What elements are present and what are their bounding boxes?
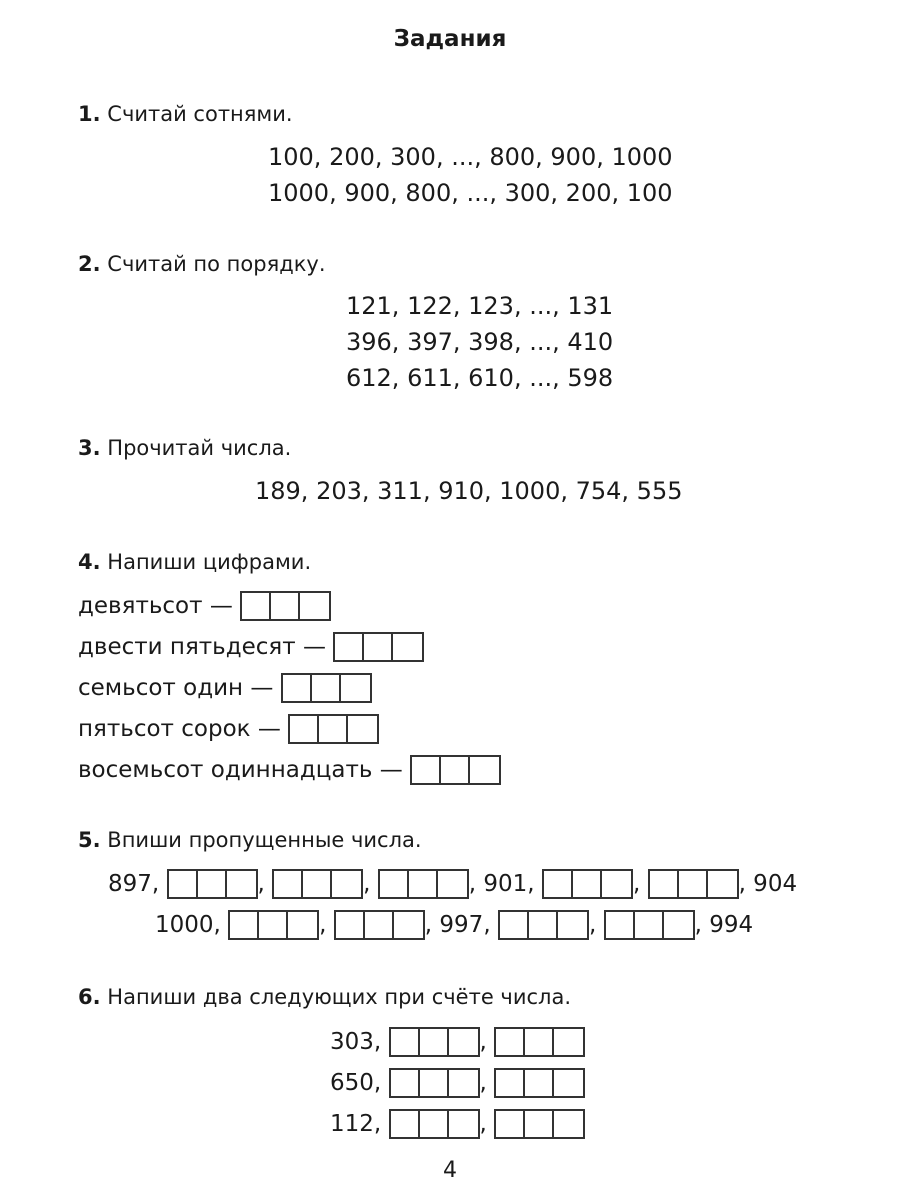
next-numbers-row xyxy=(330,1068,585,1098)
answer-boxes[interactable] xyxy=(494,1068,585,1098)
answer-boxes[interactable] xyxy=(389,1027,480,1057)
separator: , xyxy=(588,912,597,938)
task-6-heading xyxy=(78,985,571,1009)
answer-boxes[interactable] xyxy=(272,869,363,899)
number-text: 897, xyxy=(108,871,160,897)
answer-boxes[interactable] xyxy=(494,1109,585,1139)
word-to-digits-row xyxy=(78,755,501,785)
sequence-line: 396, 397, 398, ..., 410 xyxy=(346,328,614,356)
answer-boxes[interactable] xyxy=(494,1027,585,1057)
answer-boxes[interactable] xyxy=(542,869,633,899)
number-list: 189, 203, 311, 910, 1000, 754, 555 xyxy=(255,477,683,505)
separator: , xyxy=(632,871,641,897)
task-number: 3. xyxy=(78,436,101,460)
number-text: , 997, xyxy=(424,912,491,938)
number-word: двести пятьдесят — xyxy=(78,634,326,660)
separator: , xyxy=(257,871,265,897)
word-to-digits-row xyxy=(78,591,331,621)
task-4-heading xyxy=(78,550,311,574)
answer-boxes[interactable] xyxy=(498,910,589,940)
word-to-digits-row xyxy=(78,632,424,662)
number-text: , 901, xyxy=(468,871,535,897)
task-2-heading xyxy=(78,252,326,276)
answer-boxes[interactable] xyxy=(228,910,319,940)
separator: , xyxy=(479,1029,487,1055)
number-text: , 994 xyxy=(694,912,754,938)
number-word: девятьсот — xyxy=(78,593,233,619)
task-number: 6. xyxy=(78,985,101,1009)
task-text: Считай по порядку. xyxy=(107,252,326,276)
answer-boxes[interactable] xyxy=(378,869,469,899)
task-text: Впиши пропущенные числа. xyxy=(107,828,422,852)
answer-boxes[interactable] xyxy=(288,714,379,744)
sequence-line: 612, 611, 610, ..., 598 xyxy=(346,364,614,392)
separator: , xyxy=(479,1070,487,1096)
task-number: 4. xyxy=(78,550,101,574)
separator: , xyxy=(363,871,371,897)
answer-boxes[interactable] xyxy=(648,869,739,899)
answer-boxes[interactable] xyxy=(389,1068,480,1098)
number-word: восемьсот одиннадцать — xyxy=(78,757,403,783)
number-word: семьсот один — xyxy=(78,675,274,701)
answer-boxes[interactable] xyxy=(281,673,372,703)
answer-boxes[interactable] xyxy=(410,755,501,785)
page-number: 4 xyxy=(443,1158,457,1183)
answer-boxes[interactable] xyxy=(167,869,258,899)
task-text: Напиши два следующих при счёте числа. xyxy=(107,985,571,1009)
separator: , xyxy=(479,1111,487,1137)
answer-boxes[interactable] xyxy=(334,910,425,940)
next-numbers-row xyxy=(330,1109,585,1139)
task-5-heading xyxy=(78,828,422,852)
word-to-digits-row xyxy=(78,714,379,744)
word-to-digits-row xyxy=(78,673,372,703)
sequence-line: 121, 122, 123, ..., 131 xyxy=(346,292,614,320)
task-text: Считай сотнями. xyxy=(107,102,293,126)
task-number: 2. xyxy=(78,252,101,276)
next-numbers-row xyxy=(330,1027,585,1057)
answer-boxes[interactable] xyxy=(389,1109,480,1139)
task-number: 1. xyxy=(78,102,101,126)
sequence-line: 1000, 900, 800, ..., 300, 200, 100 xyxy=(268,179,673,207)
number-text: 112, xyxy=(330,1111,382,1137)
answer-boxes[interactable] xyxy=(240,591,331,621)
task-1-heading xyxy=(78,102,293,126)
number-text: 1000, xyxy=(155,912,221,938)
number-text: 303, xyxy=(330,1029,382,1055)
missing-numbers-row xyxy=(155,910,753,940)
separator: , xyxy=(319,912,327,938)
task-3-heading xyxy=(78,436,291,460)
answer-boxes[interactable] xyxy=(333,632,424,662)
task-number: 5. xyxy=(78,828,101,852)
page-title: Задания xyxy=(393,26,507,52)
number-text: 650, xyxy=(330,1070,382,1096)
task-text: Напиши цифрами. xyxy=(107,550,312,574)
number-word: пятьсот сорок — xyxy=(78,716,281,742)
number-text: , 904 xyxy=(738,871,798,897)
task-text: Прочитай числа. xyxy=(107,436,292,460)
missing-numbers-row xyxy=(108,869,797,899)
answer-boxes[interactable] xyxy=(604,910,695,940)
sequence-line: 100, 200, 300, ..., 800, 900, 1000 xyxy=(268,143,673,171)
